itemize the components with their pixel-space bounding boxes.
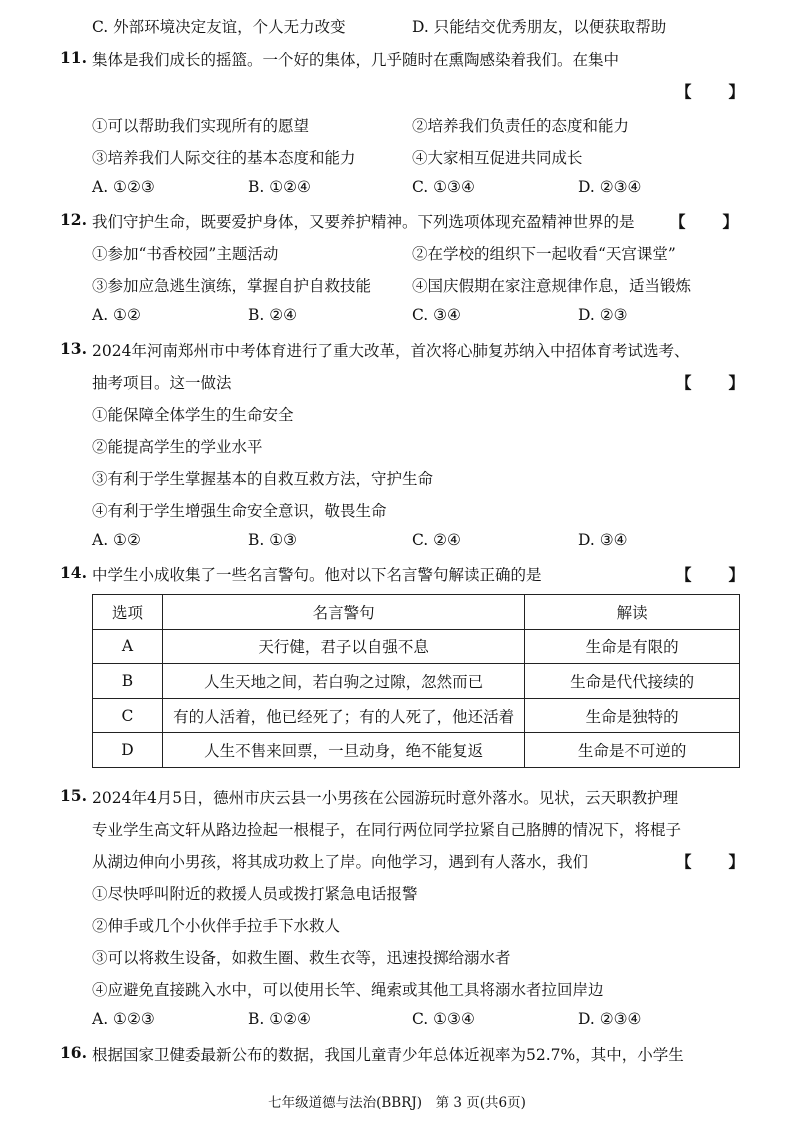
q11-statement-4: ④大家相互促进共同成长 [412,149,583,167]
q12-statement-2: ②在学校的组织下一起收看“天宫课堂” [412,245,676,263]
q15-stem-line-1: 2024年4月5日，德州市庆云县一小男孩在公园游玩时意外落水。见状，云天职教护理 [92,789,679,807]
q10-option-d: D. 只能结交优秀朋友，以便获取帮助 [412,18,667,36]
row-interpretation: 生命是有限的 [525,629,740,664]
q15-option-c: C. ①③④ [412,1010,475,1028]
q12-option-a: A. ①② [92,306,141,324]
q15-option-a: A. ①②③ [92,1010,155,1028]
q13-option-a: A. ①② [92,531,141,549]
q12-option-b: B. ②④ [248,306,298,324]
q13-option-b: B. ①③ [248,531,298,549]
q13-option-d: D. ③④ [578,531,628,549]
q11-option-c: C. ①③④ [412,178,475,196]
row-interpretation: 生命是不可逆的 [525,733,740,768]
row-option: C [93,698,163,733]
row-interpretation: 生命是独特的 [525,698,740,733]
q12-stem: 我们守护生命，既要爱护身体，又要养护精神。下列选项体现充盈精神世界的是 [92,213,635,231]
table-row [93,629,740,664]
table-row [93,698,740,733]
q11-answer-bracket: 【 】 [676,82,747,101]
q11-option-a: A. ①②③ [92,178,155,196]
q15-statement-4: ④应避免直接跳入水中，可以使用长竿、绳索或其他工具将溺水者拉回岸边 [92,981,604,999]
q13-stem-line-2: 抽考项目。这一做法 [92,374,232,392]
q14-number: 14. [60,563,87,582]
row-interpretation: 生命是代代接续的 [525,664,740,699]
row-option: D [93,733,163,768]
q15-stem-line-3: 从湖边伸向小男孩，将其成功救上了岸。向他学习，遇到有人落水，我们 [92,853,589,871]
quotes-table [92,594,740,768]
q13-answer-bracket: 【 】 [676,373,747,392]
q16-stem: 根据国家卫健委最新公布的数据，我国儿童青少年总体近视率为52.7%，其中，小学生 [92,1046,684,1064]
q10-option-c: C. 外部环境决定友谊，个人无力改变 [92,18,346,36]
q11-statement-1: ①可以帮助我们实现所有的愿望 [92,117,310,135]
q13-statement-2: ②能提高学生的学业水平 [92,438,263,456]
header-option: 选项 [93,595,163,630]
q15-stem-line-2: 专业学生高文轩从路边捡起一根棍子，在同行两位同学拉紧自己胳膊的情况下，将棍子 [92,821,682,839]
row-quote: 天行健，君子以自强不息 [162,629,524,664]
q15-option-d: D. ②③④ [578,1010,642,1028]
table-row [93,733,740,768]
q12-statement-1: ①参加“书香校园”主题活动 [92,245,279,263]
q15-number: 15. [60,786,87,805]
q15-statement-2: ②伸手或几个小伙伴手拉手下水救人 [92,917,341,935]
q15-statement-1: ①尽快呼叫附近的救援人员或拨打紧急电话报警 [92,885,418,903]
q14-answer-bracket: 【 】 [676,565,747,584]
q13-number: 13. [60,339,87,358]
row-option: B [93,664,163,699]
table-row [93,664,740,699]
q12-answer-bracket: 【 】 [670,212,741,231]
q11-option-b: B. ①②④ [248,178,311,196]
q12-option-c: C. ③④ [412,306,461,324]
row-quote: 有的人活着，他已经死了；有的人死了，他还活着 [162,698,524,733]
q13-statement-3: ③有利于学生掌握基本的自救互救方法，守护生命 [92,470,434,488]
q16-number: 16. [60,1043,87,1062]
q13-stem-line-1: 2024年河南郑州市中考体育进行了重大改革，首次将心肺复苏纳入中招体育考试选考、 [92,342,690,360]
row-quote: 人生不售来回票，一旦动身，绝不能复返 [162,733,524,768]
q15-answer-bracket: 【 】 [676,852,747,871]
header-quote: 名言警句 [162,595,524,630]
q15-statement-3: ③可以将救生设备，如救生圈、救生衣等，迅速投掷给溺水者 [92,949,511,967]
page-footer: 七年级道德与法治(BBRJ) 第 3 页(共6页) [268,1095,526,1111]
q11-number: 11. [60,48,87,67]
q12-statement-3: ③参加应急逃生演练，掌握自护自救技能 [92,277,372,295]
q11-statement-3: ③培养我们人际交往的基本态度和能力 [92,149,356,167]
q11-stem: 集体是我们成长的摇篮。一个好的集体，几乎随时在熏陶感染着我们。在集中 [92,51,620,69]
q11-option-d: D. ②③④ [578,178,642,196]
q13-statement-1: ①能保障全体学生的生命安全 [92,406,294,424]
q15-option-b: B. ①②④ [248,1010,311,1028]
q13-option-c: C. ②④ [412,531,461,549]
table-header-row [93,595,740,630]
q14-stem: 中学生小成收集了一些名言警句。他对以下名言警句解读正确的是 [92,566,542,584]
q12-statement-4: ④国庆假期在家注意规律作息，适当锻炼 [412,277,692,295]
row-option: A [93,629,163,664]
q12-option-d: D. ②③ [578,306,628,324]
q11-statement-2: ②培养我们负责任的态度和能力 [412,117,630,135]
q13-statement-4: ④有利于学生增强生命安全意识，敬畏生命 [92,502,387,520]
q12-number: 12. [60,210,87,229]
row-quote: 人生天地之间，若白驹之过隙，忽然而已 [162,664,524,699]
header-interpretation: 解读 [525,595,740,630]
